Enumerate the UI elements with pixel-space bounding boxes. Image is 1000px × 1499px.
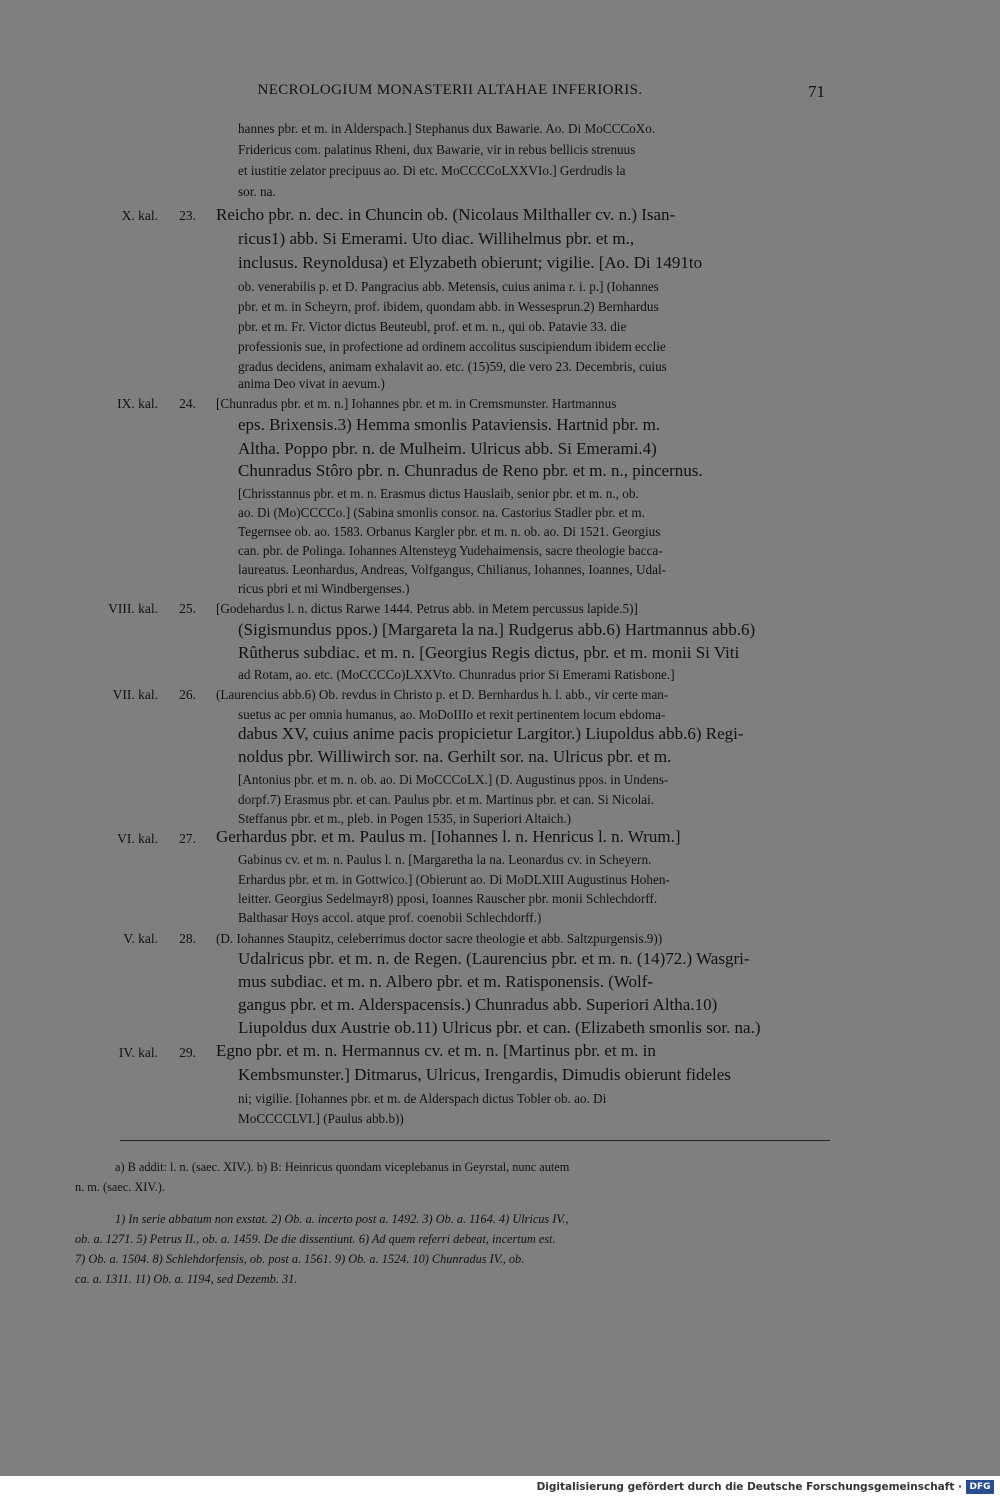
entry-line: [Chrisstannus pbr. et m. n. Erasmus dictus Hauslaib, senior pbr. et m. n., ob.: [238, 486, 639, 501]
page-number: 71: [808, 82, 825, 101]
entry-line: leitter. Georgius Sedelmayr8) pposi, Ioannes Rauscher pbr. monii Schlechdorff.: [238, 891, 658, 906]
entry-line: noldus pbr. Williwirch sor. na. Gerhilt sor. na. Ulricus pbr. et m.: [238, 748, 672, 766]
entry-line: Gerhardus pbr. et m. Paulus m. [Iohannes l. n. Henricus l. n. Wrum.]: [216, 828, 681, 846]
entry-line: Egno pbr. et m. n. Hermannus cv. et m. n. [Martinus pbr. et m. in: [216, 1042, 656, 1060]
entry-line: [Antonius pbr. et m. n. ob. ao. Di MoCCCoLX.] (D. Augustinus ppos. in Undens-: [238, 772, 669, 787]
entry-line: mus subdiac. et m. n. Albero pbr. et m. Ratisponensis. (Wolf-: [238, 973, 654, 991]
entry-line: gradus decidens, animam exhalavit ao. etc. (15)59, die vero 23. Decembris, cuius: [238, 359, 667, 374]
entry-line: Udalricus pbr. et m. n. de Regen. (Laurencius pbr. et m. n. (14)72.) Wasgri-: [238, 950, 750, 968]
entry-line: pbr. et m. in Scheyrn, prof. ibidem, quondam abb. in Wessesprun.2) Bernhardus: [238, 299, 659, 314]
kalend-label: X. kal.: [121, 208, 158, 223]
funding-notice: Digitalisierung gefördert durch die Deutsche Forschungsgemeinschaft ·: [536, 1481, 962, 1493]
entry-line: [Chunradus pbr. et m. n.] Iohannes pbr. et m. in Cremsmunster. Hartmannus: [216, 396, 617, 411]
dfg-logo: DFG: [966, 1480, 994, 1494]
funding-footer: [0, 1476, 1000, 1499]
kalend-label: IV. kal.: [118, 1045, 158, 1060]
footnote-divider: [120, 1140, 830, 1141]
entry-line: laureatus. Leonhardus, Andreas, Volfgangus, Chilianus, Iohannes, Ioannes, Udal-: [238, 562, 667, 577]
kalend-label: IX. kal.: [117, 396, 158, 411]
entry-line: Gabinus cv. et m. n. Paulus l. n. [Margaretha la na. Leonardus cv. in Scheyern.: [238, 852, 652, 867]
entry-line: Tegernsee ob. ao. 1583. Orbanus Kargler pbr. et m. n. ob. ao. Di 1521. Georgius: [238, 524, 661, 539]
kalend-label: VIII. kal.: [108, 601, 158, 616]
day-number: 25.: [179, 601, 196, 616]
footnote-line: ob. a. 1271. 5) Petrus II., ob. a. 1459. De die dissentiunt. 6) Ad quem referri debeat, incertum est.: [75, 1232, 556, 1246]
running-title: NECROLOGIUM MONASTERII ALTAHAE INFERIORIS.: [257, 82, 643, 98]
entry-line: Altha. Poppo pbr. n. de Mulheim. Ulricus abb. Si Emerami.4): [238, 440, 657, 458]
entry-line: eps. Brixensis.3) Hemma smonlis Pataviensis. Hartnid pbr. m.: [238, 416, 661, 434]
entry-line: Kembsmunster.] Ditmarus, Ulricus, Irengardis, Dimudis obierunt fideles: [238, 1066, 731, 1084]
entry-line: [Godehardus l. n. dictus Rarwe 1444. Petrus abb. in Metem percussus lapide.5)]: [216, 601, 638, 616]
entry-line: MoCCCCLVI.] (Paulus abb.b)): [238, 1111, 404, 1126]
intro-line: hannes pbr. et m. in Alderspach.] Stephanus dux Bawarie. Ao. Di MoCCCoXo.: [238, 121, 656, 136]
entry-line: Chunradus Stôro pbr. n. Chunradus de Reno pbr. et m. n., pincernus.: [238, 462, 703, 480]
entry-line: ad Rotam, ao. etc. (MoCCCCo)LXXVto. Chunradus prior Si Emerami Ratisbone.]: [238, 667, 675, 682]
intro-line: Fridericus com. palatinus Rheni, dux Bawarie, vir in rebus bellicis strenuus: [238, 142, 636, 157]
intro-line: sor. na.: [238, 184, 276, 199]
entry-line: Balthasar Hoys accol. atque prof. coenobii Schlechdorff.): [238, 910, 542, 925]
entry-line: suetus ac per omnia humanus, ao. MoDoIIIo et rexit pertinentem locum ebdoma-: [238, 707, 666, 722]
day-number: 23.: [179, 208, 196, 223]
day-number: 28.: [179, 931, 196, 946]
entry-line: gangus pbr. et m. Alderspacensis.) Chunradus abb. Superiori Altha.10): [238, 996, 718, 1014]
entry-line: Steffanus pbr. et m., pleb. in Pogen 1535, in Superiori Altaich.): [238, 811, 572, 826]
entry-line: Liupoldus dux Austrie ob.11) Ulricus pbr. et can. (Elizabeth smonlis sor. na.): [238, 1019, 761, 1037]
entry-line: ni; vigilie. [Iohannes pbr. et m. de Alderspach dictus Tobler ob. ao. Di: [238, 1091, 607, 1106]
intro-line: et iustitie zelator precipuus ao. Di etc. MoCCCCoLXXVIo.] Gerdrudis la: [238, 163, 626, 178]
day-number: 29.: [179, 1045, 196, 1060]
entry-line: Rûtherus subdiac. et m. n. [Georgius Regis dictus, pbr. et m. monii Si Viti: [238, 644, 740, 662]
footnote-line: n. m. (saec. XIV.).: [75, 1180, 165, 1194]
entry-line: Reicho pbr. n. dec. in Chuncin ob. (Nicolaus Milthaller cv. n.) Isan-: [216, 206, 676, 224]
entry-line: ricus pbri et mi Windbergenses.): [238, 581, 410, 596]
entry-line: (Laurencius abb.6) Ob. revdus in Christo p. et D. Bernhardus h. l. abb., vir certe man-: [216, 687, 669, 702]
entry-line: Erhardus pbr. et m. in Gottwico.] (Obierunt ao. Di MoDLXIII Augustinus Hohen-: [238, 872, 670, 887]
entry-line: (Sigismundus ppos.) [Margareta la na.] Rudgerus abb.6) Hartmannus abb.6): [238, 621, 756, 639]
kalend-label: VI. kal.: [117, 831, 158, 846]
day-number: 26.: [179, 687, 196, 702]
entry-line: professionis sue, in profectione ad ordinem accolitus suscipiendum ibidem ecclie: [238, 339, 666, 354]
footnote-line: 7) Ob. a. 1504. 8) Schlehdorfensis, ob. post a. 1561. 9) Ob. a. 1524. 10) Chunradus IV., ob.: [75, 1252, 525, 1266]
footnote-line: ca. a. 1311. 11) Ob. a. 1194, sed Dezemb. 31.: [75, 1272, 298, 1286]
kalend-label: VII. kal.: [112, 687, 158, 702]
day-number: 27.: [179, 831, 196, 846]
entry-line: ricus1) abb. Si Emerami. Uto diac. Willihelmus pbr. et m.,: [238, 230, 635, 248]
entry-line: ob. venerabilis p. et D. Pangracius abb. Metensis, cuius anima r. i. p.] (Iohannes: [238, 279, 659, 294]
kalend-label: V. kal.: [123, 931, 158, 946]
entry-line: ao. Di (Mo)CCCCo.] (Sabina smonlis consor. na. Castorius Stadler pbr. et m.: [238, 505, 645, 520]
entry-line: dabus XV, cuius anime pacis propicietur Largitor.) Liupoldus abb.6) Regi-: [238, 725, 744, 743]
footnote-line: a) B addit: l. n. (saec. XIV.). b) B: Heinricus quondam viceplebanus in Geyrstal, nunc autem: [115, 1160, 570, 1174]
entry-line: anima Deo vivat in aevum.): [238, 376, 385, 391]
entry-line: inclusus. Reynoldusa) et Elyzabeth obierunt; vigilie. [Ao. Di 1491to: [238, 254, 703, 272]
footnote-line: 1) In serie abbatum non exstat. 2) Ob. a. incerto post a. 1492. 3) Ob. a. 1164. 4) Ulricus IV.,: [115, 1212, 569, 1226]
entry-line: (D. Iohannes Staupitz, celeberrimus doctor sacre theologie et abb. Saltzpurgensis.9)): [216, 931, 663, 946]
entry-line: can. pbr. de Polinga. Iohannes Altensteyg Yudehaimensis, sacre theologie bacca-: [238, 543, 663, 558]
entry-line: pbr. et m. Fr. Victor dictus Beuteubl, prof. et m. n., qui ob. Patavie 33. die: [238, 319, 627, 334]
entry-line: dorpf.7) Erasmus pbr. et can. Paulus pbr. et m. Martinus pbr. et can. Si Nicolai.: [238, 792, 655, 807]
day-number: 24.: [179, 396, 196, 411]
